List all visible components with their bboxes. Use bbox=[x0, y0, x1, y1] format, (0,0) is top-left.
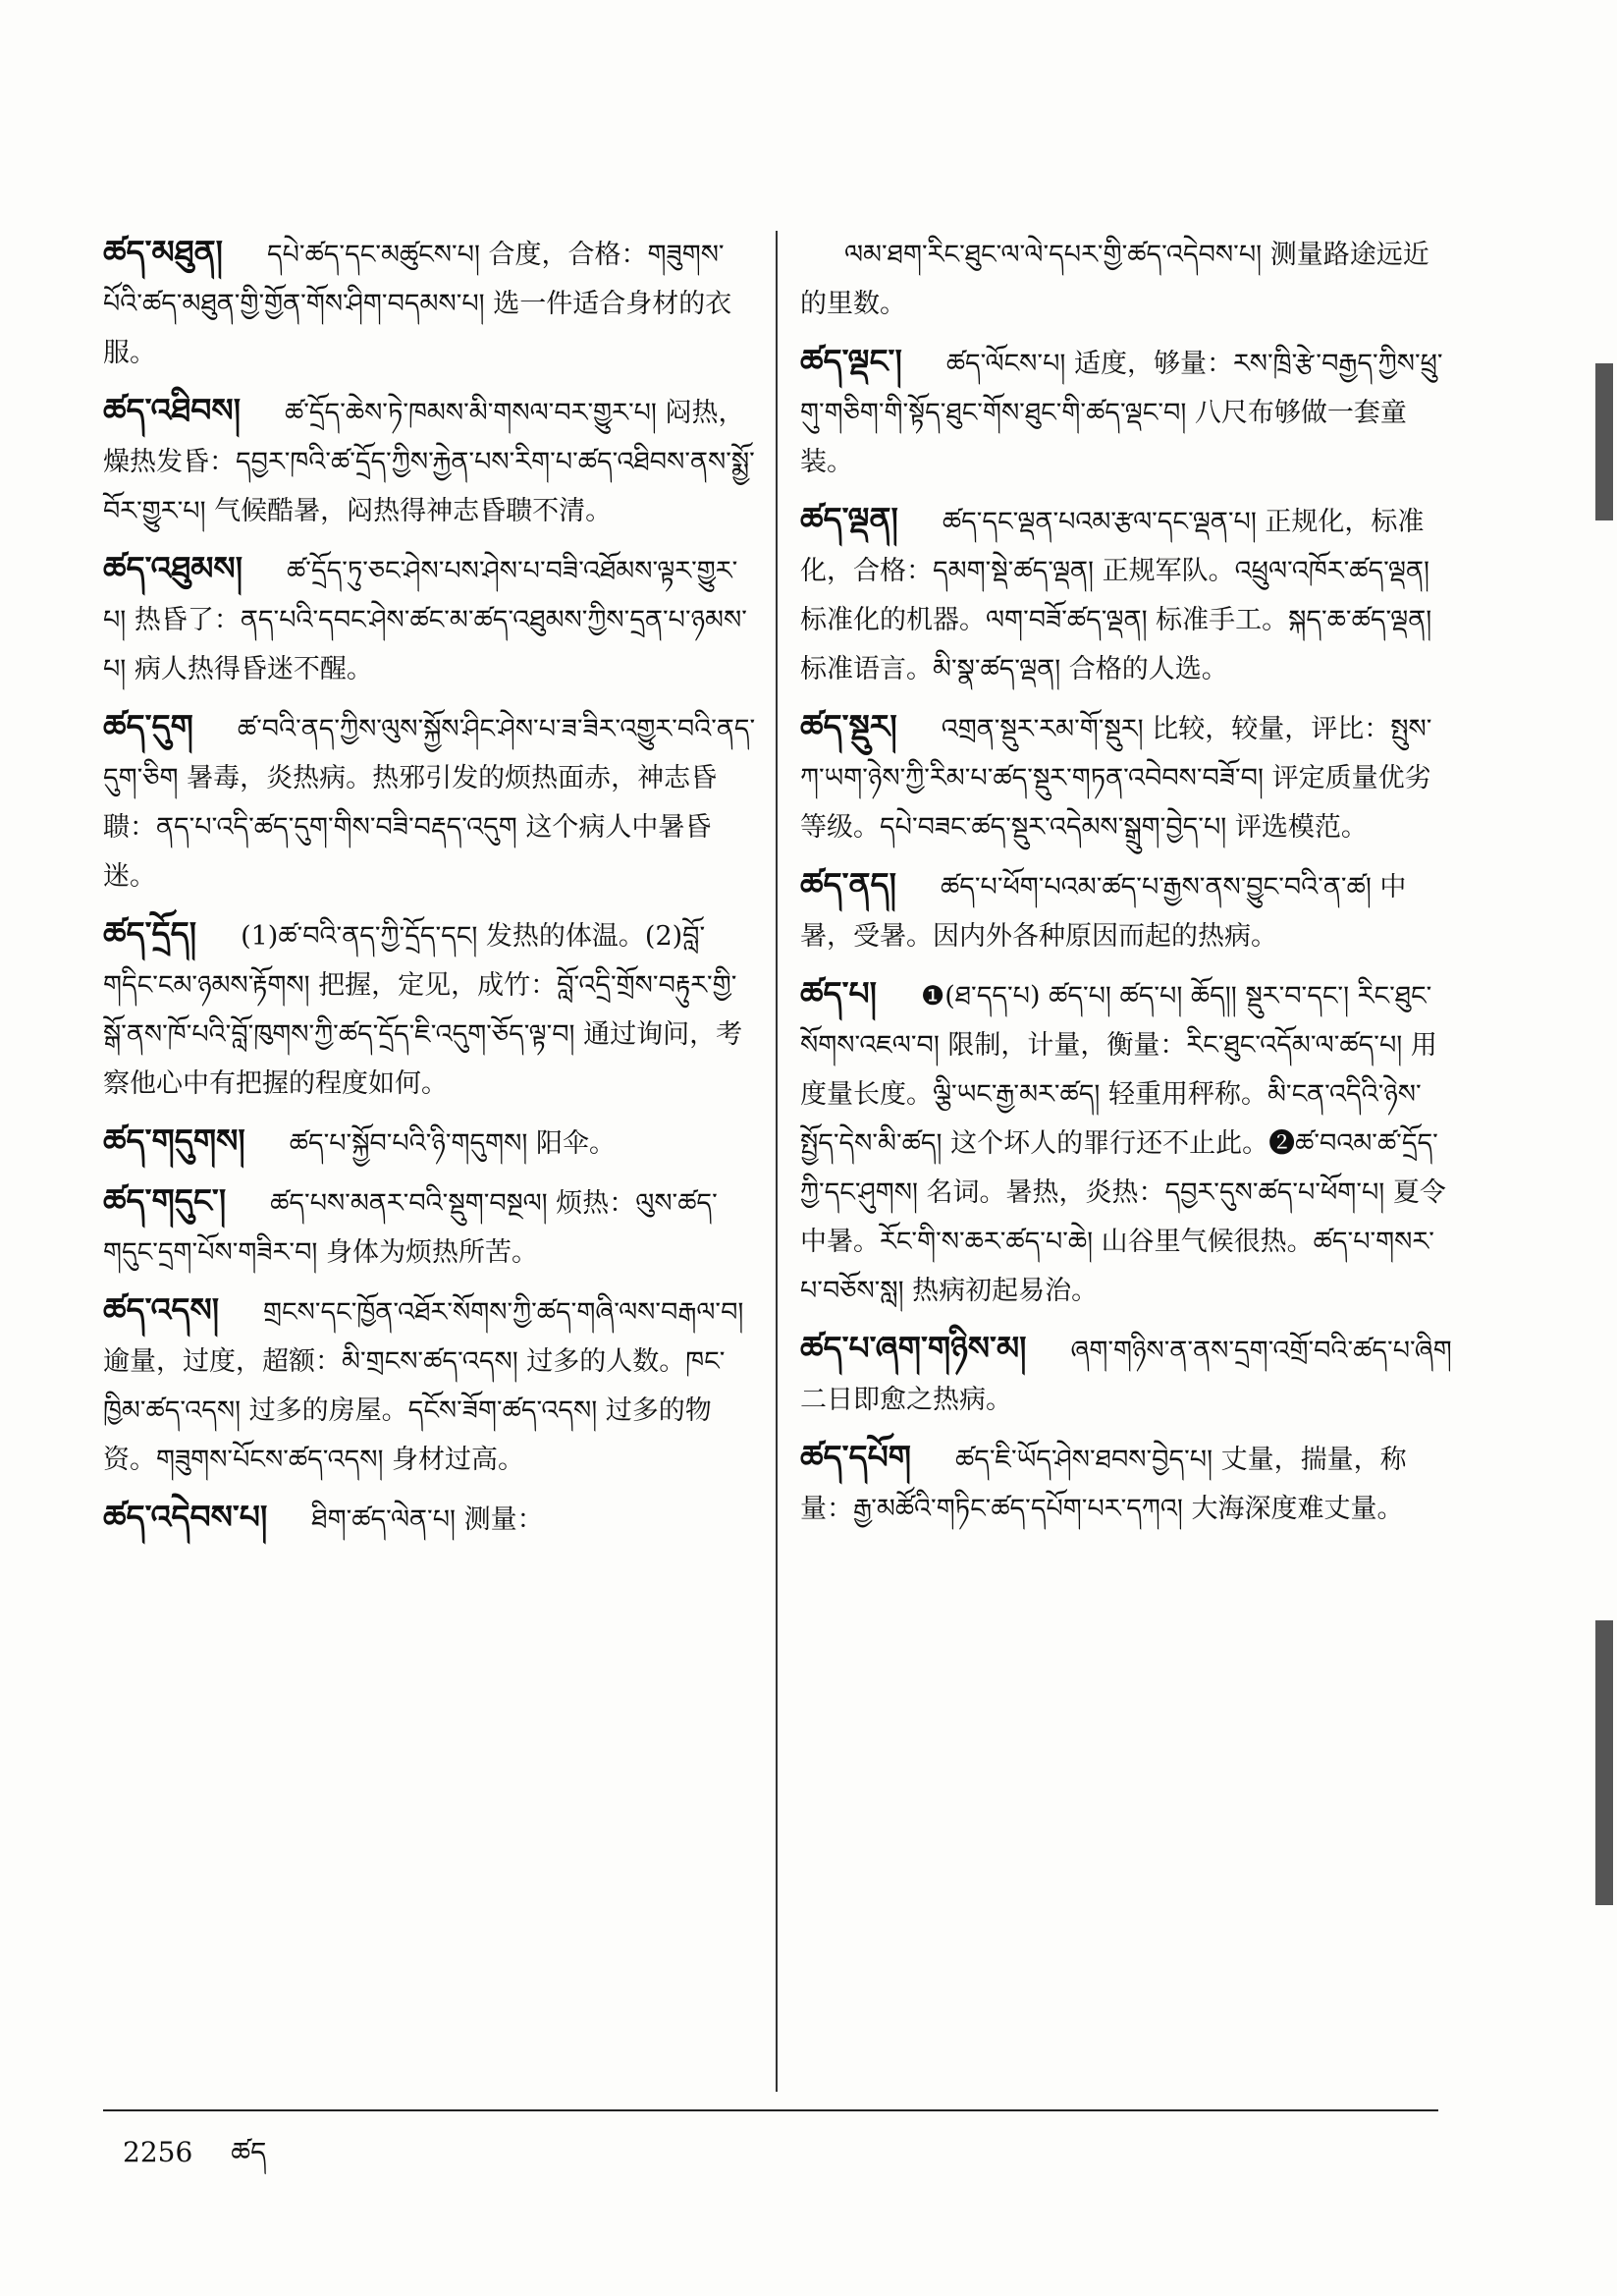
entry-headword: ཚད་པ་ཞག་གཉིས་མ། bbox=[800, 1329, 1027, 1367]
dictionary-entry bbox=[103, 1285, 756, 1485]
entry-definition: ཚ་དྲོད་ཏུ་ཅང་ཤེས་པས་ཤེས་པ་བཟི་འཐོམས་ལྟར་གྱུར་པ། 热昏了：ནད་པའི་དབང་ཤེས་ཚང་མ་ཚད་འཐུམས་ཀྱིས་དྲན་པ་ཉམས་པ། 病人热得昏迷不醒。 bbox=[103, 556, 747, 684]
entry-definition: དཔེ་ཚད་དང་མཚུངས་པ། 合度，合格：གཟུགས་པོའི་ཚད་མཐུན་གྱི་གྱོན་གོས་ཤིག་བདམས་པ། 选一件适合身材的衣服。 bbox=[103, 240, 732, 368]
entry-definition: ཚད་ལོངས་པ། 适度，够量：རས་ཁྲི་རྩེ་བརྒྱད་ཀྱིས་ཕྲུ་གུ་གཅིག་གི་སྟོད་ཐུང་གོས་ཐུང་གི་ཚད་ལྡང་བ། 八尺布够做一套童装。 bbox=[800, 349, 1443, 477]
dictionary-entry bbox=[800, 1433, 1453, 1534]
entry-definition: འགྲན་སྡུར་རམ་གོ་སྡུར། 比较，较量，评比：སྤུས་ཀ་ཡག་ཉེས་ཀྱི་རིམ་པ་ཚད་སྡུར་གཏན་འབེབས་བཟོ་བ། 评定质量优劣等级。དཔེ་བཟང་ཚད་སྡུར་འདེམས་སྒྲུག་བྱེད་པ། 评选模范。 bbox=[800, 714, 1432, 843]
entry-headword: ཚད་དྲོད། bbox=[103, 914, 197, 953]
entry-headword: ཚད་སྡུར། bbox=[800, 707, 897, 745]
left-column bbox=[103, 228, 756, 1553]
dictionary-entry bbox=[103, 1493, 756, 1545]
entry-headword: ཚད་འཐུམས། bbox=[103, 549, 243, 587]
edge-bar bbox=[1595, 363, 1613, 520]
dictionary-entry bbox=[103, 909, 756, 1109]
entry-headword: ཚད་འདེབས་པ། bbox=[103, 1498, 268, 1536]
entry-definition: ཚ་བའི་ནད་ཀྱིས་ལུས་སྐྱོས་ཤིང་ཤེས་པ་ཟ་ཟིར་འགྱུར་བའི་ནད་དུག་ཅིག 暑毒，炎热病。热邪引发的烦热面赤，神志昏聩：ནད་པ་འདི་ཚད་དུག་གིས་བཟི་བརྡད་འདུག 这个病人中暑昏迷。 bbox=[103, 714, 756, 892]
entry-headword: ཚད་འདས། bbox=[103, 1290, 220, 1329]
dictionary-entry bbox=[800, 702, 1453, 852]
dictionary-entry bbox=[800, 495, 1453, 694]
edge-bar bbox=[1595, 1620, 1613, 1905]
entry-definition: ལམ་ཐག་རིང་ཐུང་ལ་ལེ་དཔར་གྱི་ཚད་འདེབས་པ། 测量路途远近的里数。 bbox=[800, 240, 1429, 319]
entry-headword: ཚད་ལྡན། bbox=[800, 500, 898, 538]
page-footer bbox=[123, 2121, 266, 2199]
dictionary-entry bbox=[103, 544, 756, 694]
dictionary-entry bbox=[103, 1176, 756, 1278]
entry-definition: ཚད་པ་ཕོག་པའམ་ཚད་པ་རྒྱས་ནས་བྱུང་བའི་ན་ཚ། 中暑，受暑。因内外各种原因而起的热病。 bbox=[800, 872, 1407, 952]
entry-headword: ཚད་གདུང་། bbox=[103, 1181, 227, 1220]
entry-headword: ཚད་དུག bbox=[103, 707, 193, 745]
right-column bbox=[800, 228, 1453, 1542]
dictionary-entry bbox=[103, 1117, 756, 1169]
dictionary-entry bbox=[800, 228, 1453, 329]
entry-definition: ཞག་གཉིས་ན་ནས་དྲག་འགྲོ་བའི་ཚད་པ་ཞིག 二日即愈之热病。 bbox=[800, 1336, 1452, 1415]
entry-headword: ཚད་པ། bbox=[800, 974, 878, 1012]
entry-definition: ཚད་ཇི་ཡོད་ཤེས་ཐབས་བྱེད་པ། 丈量，揣量，称量：རྒྱ་མཚོའི་གཏིང་ཚད་དཔོག་པར་དཀའ། 大海深度难丈量。 bbox=[800, 1445, 1407, 1524]
entry-headword: ཚད་གདུགས། bbox=[103, 1121, 245, 1160]
entry-definition: ཚ་དྲོད་ཆེས་ཏེ་ཁམས་མི་གསལ་བར་གྱུར་པ། 闷热，燥热发昏：དབྱར་ཁའི་ཚ་དྲོད་ཀྱིས་རྐྱེན་པས་རིག་པ་ཚད་འཐིབས་ནས་སྨྱོ་བོར་གྱུར་པ། 气候酷暑，闷热得神志昏聩不清。 bbox=[103, 398, 755, 526]
dictionary-entry bbox=[103, 702, 756, 902]
entry-definition: ཚད་པས་མནར་བའི་སྡུག་བསྔལ། 烦热：ལུས་ཚད་གདུང་དྲག་པོས་གཟིར་བ། 身体为烦热所苦。 bbox=[103, 1188, 718, 1268]
entry-definition: (1)ཚ་བའི་ནད་ཀྱི་དྲོད་དང། 发热的体温。(2)བློ་གདིང་ངམ་ཉམས་རྟོགས། 把握，定见，成竹：བློ་འདྲི་གྲོས་བརྟུར་གྱི་སྒོ་ནས་ཁོ་པའི་བློ་ཁུགས་ཀྱི་ཚད་དྲོད་ཇི་འདུག་ཅོད་ལྟ་བ། 通过询问，考察他心中有把握的程度如何。 bbox=[103, 921, 743, 1099]
column-divider bbox=[776, 231, 778, 2092]
entry-definition: ཚད་པ་སྐྱོབ་པའི་ཉི་གདུགས། 阳伞。 bbox=[289, 1128, 616, 1159]
running-head: ཚད bbox=[231, 2136, 267, 2168]
entry-headword: ཚད་འཐིབས། bbox=[103, 391, 242, 429]
dictionary-entry bbox=[800, 337, 1453, 487]
entry-headword: ཚད་དཔོག bbox=[800, 1438, 912, 1476]
scan-edge-marks bbox=[1588, 0, 1617, 2296]
dictionary-entry bbox=[800, 1324, 1453, 1425]
dictionary-entry bbox=[103, 228, 756, 378]
entry-headword: ཚད་མཐུན། bbox=[103, 233, 223, 271]
dictionary-entry bbox=[800, 860, 1453, 961]
dictionary-entry bbox=[103, 386, 756, 536]
entry-definition: གྲངས་དང་ཁྱོན་འཐོར་སོགས་ཀྱི་ཚད་གཞི་ལས་བརྒལ་བ། 逾量，过度，超额：མི་གྲངས་ཚད་འདས། 过多的人数。ཁང་ཁྱིམ་ཚད་འདས། 过多的房屋。དངོས་ཟོག་ཚད་འདས། 过多的物资。གཟུགས་པོངས་ཚད་འདས། 身材过高。 bbox=[103, 1297, 744, 1475]
entry-headword bbox=[800, 233, 844, 271]
footer-rule bbox=[103, 2109, 1438, 2111]
page-number: 2256 bbox=[123, 2136, 193, 2168]
entry-definition: ཚད་དང་ལྡན་པའམ་རྩལ་དང་ལྡན་པ། 正规化，标准化，合格：དམག་སྡེ་ཚད་ལྡན། 正规军队。འཕྲུལ་འཁོར་ཚད་ལྡན། 标准化的机器。ལག་བཟོ་ཚད་ལྡན། 标准手工。སྐད་ཆ་ཚད་ལྡན། 标准语言。མི་སྣ་ཚད་ལྡན། 合格的人选。 bbox=[800, 507, 1432, 684]
entry-headword: ཚད་ལྡང་། bbox=[800, 342, 902, 380]
entry-definition: ❶(ཐ་དད་པ) ཚད་པ། ཚད་པ། ཆོད།། སྡུར་བ་དང་། རིང་ཐུང་སོགས་འཇལ་བ། 限制，计量，衡量：རིང་ཐུང་འདོམ་ལ་ཚད་པ། 用度量长度。ལྕི་ཡང་རྒྱ་མར་ཚད། 轻重用秤称。མི་ངན་འདིའི་ཉེས་སྤྱོད་དེས་མི་ཚད། 这个坏人的罪行还不止此。❷ཚ་བའམ་ཚ་དྲོད་ཀྱི་དང་ཤུགས། 名词。暑热，炎热：དབྱར་དུས་ཚད་པ་ཕོག་པ། 夏令中暑。རོང་གི་ས་ཆར་ཚད་པ་ཆེ། 山谷里气候很热。ཚད་པ་གསར་པ་བཅོས་སླ། 热病初起易治。 bbox=[800, 981, 1446, 1306]
entry-definition: ཐིག་ཚད་ལེན་པ། 测量： bbox=[311, 1504, 544, 1535]
dictionary-entry bbox=[800, 969, 1453, 1316]
entry-headword: ཚད་ནད། bbox=[800, 865, 896, 903]
